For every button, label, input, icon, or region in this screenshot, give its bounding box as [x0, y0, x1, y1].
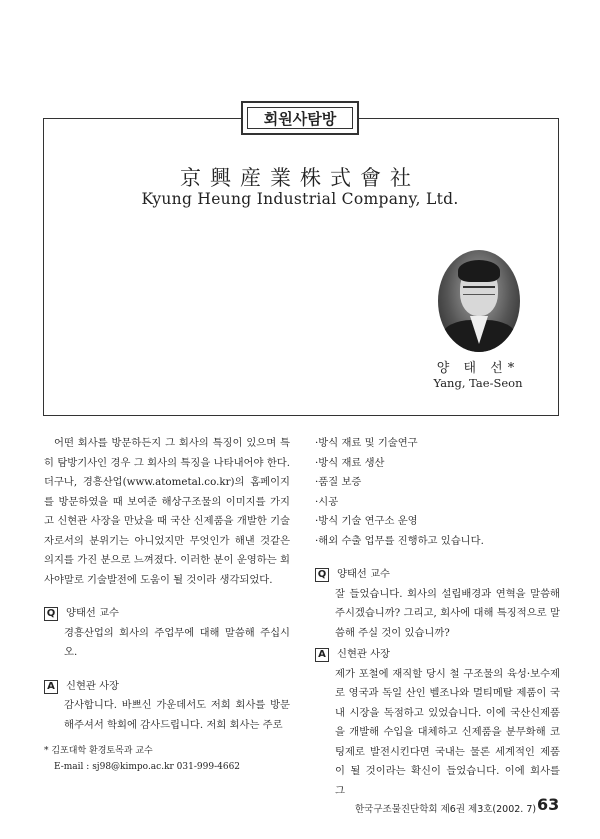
answer-mark: A [315, 648, 329, 662]
footnote-email: E-mail : sj98@kimpo.ac.kr 031-999-4662 [54, 762, 241, 772]
answer-1-text: 감사합니다. 바쁘신 가운데서도 저희 회사를 방문해주셔서 학회에 감사드립니다. 저희 회사는 주로 [64, 699, 290, 731]
answer-mark: A [44, 680, 58, 694]
business-list-item: ·방식 재료 및 기술연구 [315, 437, 418, 449]
answer-2 [315, 645, 560, 665]
author-footnote [44, 743, 294, 775]
page-number: 63 [537, 795, 560, 814]
answer-speaker: 신현관 사장 [66, 679, 120, 692]
footnote-affiliation: * 김포대학 환경토목과 교수 [44, 746, 153, 756]
answer-1 [44, 677, 290, 697]
question-1 [44, 604, 290, 624]
author-portrait [438, 250, 520, 352]
section-tag-label: 회원사탐방 [247, 107, 353, 129]
company-title-english: Kyung Heung Industrial Company, Ltd. [141, 190, 459, 208]
question-speaker: 양태선 교수 [66, 607, 120, 619]
journal-citation: 한국구조물진단학회 제6권 제3호(2002. 7) [355, 804, 537, 815]
author-name-english: Yang, Tae-Seon [433, 376, 523, 390]
business-list-item: ·품질 보증 [315, 476, 362, 488]
question-mark: Q [315, 568, 329, 582]
answer-2-text: 제가 포철에 재직할 당시 철 구조물의 육성·보수제로 영국과 독일 산인 벨조나와 멀티메탈 제품이 국내 시장을 독점하고 있었습니다. 이에 국산신제품을 개발해 수입을 대체하고 신제품을 분무화해 코팅제로 발전시킨다면 국내는 물론 세계적인 제품이 될 것이라는 확신이 들었습니다. 이에 회사를 그 [335, 667, 560, 797]
intro-paragraph: 어떤 회사를 방문하든지 그 회사의 특징이 있으며 특히 탐방기사인 경우 그 회사의 특징을 나타내어야 한다. 더구나, 경흥산업(www.atometal.co.kr)의 홈페이지를 방문하였을 때 보여준 해상구조물의 이미지를 가지고 신현관 사장을 만났을 때 국산 신제품을 개발한 기술자로서의 분위기는 아니었지만 무엇인가 해낸 것같은 의지를 가진 분으로 느껴졌다. 이러한 분이 운영하는 회사야말로 기술발전에 도움이 될 것이라 생각되었다. [44, 437, 290, 586]
business-list-item: ·방식 기술 연구소 운영 [315, 515, 418, 527]
question-2 [315, 565, 560, 585]
business-list-item: ·해외 수출 업무를 진행하고 있습니다. [315, 534, 484, 547]
question-speaker: 양태선 교수 [337, 568, 391, 580]
question-2-text: 잘 들었습니다. 회사의 설립배경과 연혁을 말씀해주시겠습니까? 그리고, 회사에 대해 특징적으로 말씀해 주실 것이 있습니까? [335, 587, 560, 639]
answer-speaker: 신현관 사장 [337, 648, 391, 660]
right-column [315, 434, 560, 801]
company-title-korean: 京興産業株式會社 [180, 166, 420, 190]
question-mark: Q [44, 607, 58, 621]
author-name-korean: 양 태 선* [436, 361, 520, 376]
business-list-item: ·시공 [315, 495, 339, 508]
business-list-item: ·방식 재료 생산 [315, 456, 385, 469]
left-column [44, 434, 290, 735]
question-1-text: 경흥산업의 회사의 주업무에 대해 말씀해 주십시오. [64, 626, 290, 658]
section-tag [241, 101, 359, 135]
